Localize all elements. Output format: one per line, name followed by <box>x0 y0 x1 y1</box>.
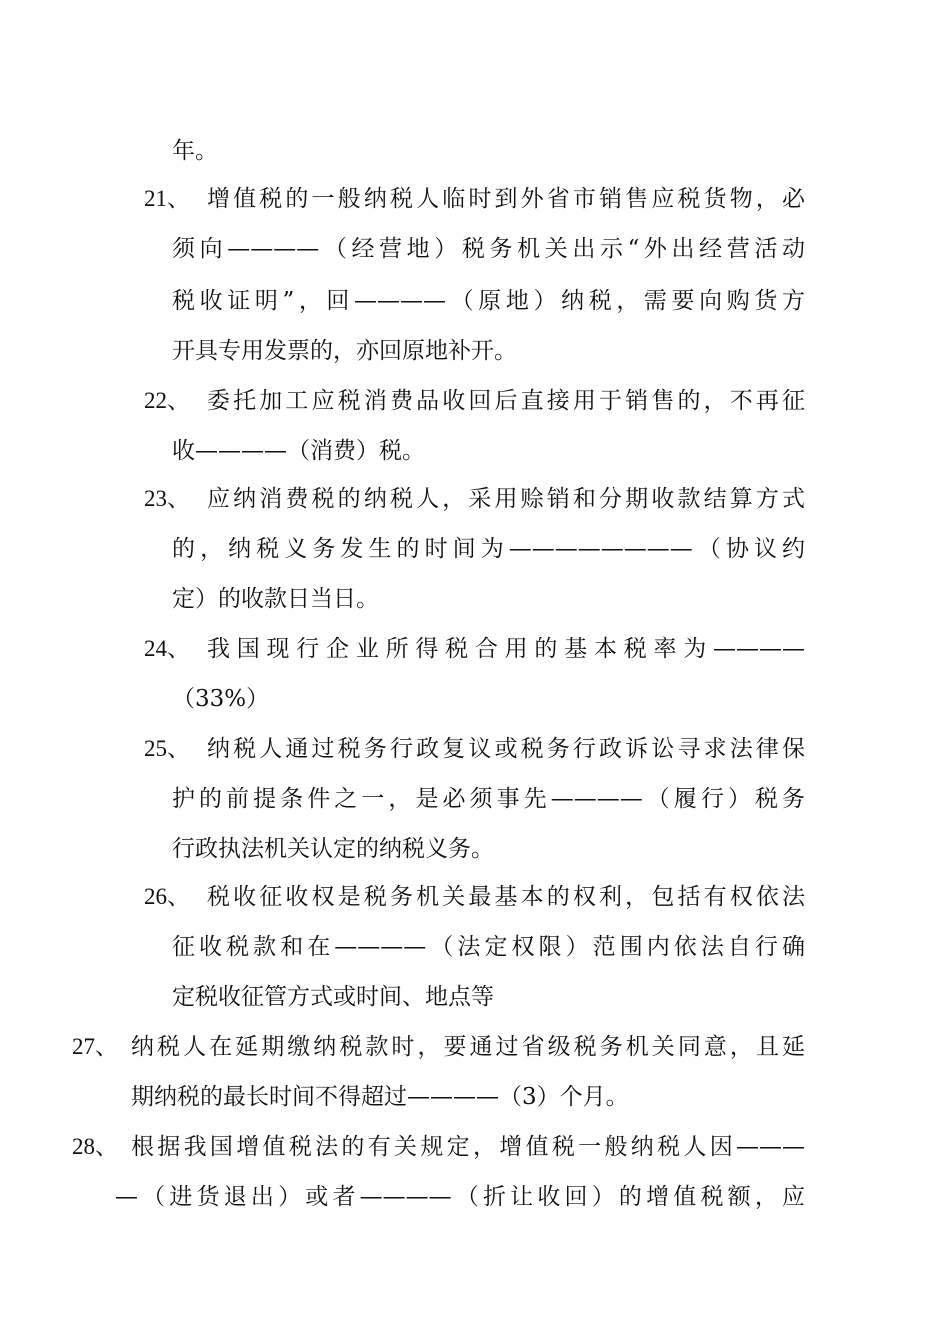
text-line: 征收税款和在————（法定权限）范围内依法自行确 <box>172 934 805 960</box>
text-line: 税收征收权是税务机关最基本的权利，包括有权依法 <box>207 884 805 910</box>
text-line: 年。 <box>172 138 218 164</box>
text-line: 开具专用发票的，亦回原地补开。 <box>172 338 517 364</box>
text-line: 须向————（经营地）税务机关出示“外出经营活动 <box>172 236 805 262</box>
text-line: 税收证明”，回————（原地）纳税，需要向购货方 <box>172 288 805 314</box>
text-line: 期纳税的最长时间不得超过————（3）个月。 <box>131 1084 629 1110</box>
text-line: 纳税人在延期缴纳税款时，要通过省级税务机关同意，且延 <box>131 1034 805 1060</box>
item-number: 21、 <box>144 186 190 211</box>
text-line: 收————（消费）税。 <box>172 438 425 464</box>
item-number: 23、 <box>144 486 190 511</box>
text-line: 定税收征管方式或时间、地点等 <box>172 984 494 1010</box>
item-number: 22、 <box>144 388 190 413</box>
text-line: 护的前提条件之一，是必须事先————（履行）税务 <box>172 786 805 812</box>
text-line: 我国现行企业所得税合用的基本税率为———— <box>207 636 805 662</box>
item-number: 28、 <box>72 1134 118 1159</box>
text-line: 根据我国增值税法的有关规定，增值税一般纳税人因——— <box>131 1134 805 1160</box>
text-line: —（进货退出）或者————（折让收回）的增值税额，应 <box>115 1184 805 1210</box>
text-line: 定）的收款日当日。 <box>172 586 379 612</box>
text-line: 纳税人通过税务行政复议或税务行政诉讼寻求法律保 <box>207 736 805 762</box>
text-line: （33%） <box>172 686 270 712</box>
text-line: 增值税的一般纳税人临时到外省市销售应税货物，必 <box>207 186 805 212</box>
item-number: 24、 <box>144 636 190 661</box>
text-line: 的，纳税义务发生的时间为————————（协议约 <box>172 536 805 562</box>
text-line: 应纳消费税的纳税人，采用赊销和分期收款结算方式 <box>207 486 805 512</box>
item-number: 27、 <box>72 1034 118 1059</box>
item-number: 26、 <box>144 884 190 909</box>
text-line: 行政执法机关认定的纳税义务。 <box>172 836 494 862</box>
item-number: 25、 <box>144 736 190 761</box>
text-line: 委托加工应税消费品收回后直接用于销售的，不再征 <box>207 388 805 414</box>
